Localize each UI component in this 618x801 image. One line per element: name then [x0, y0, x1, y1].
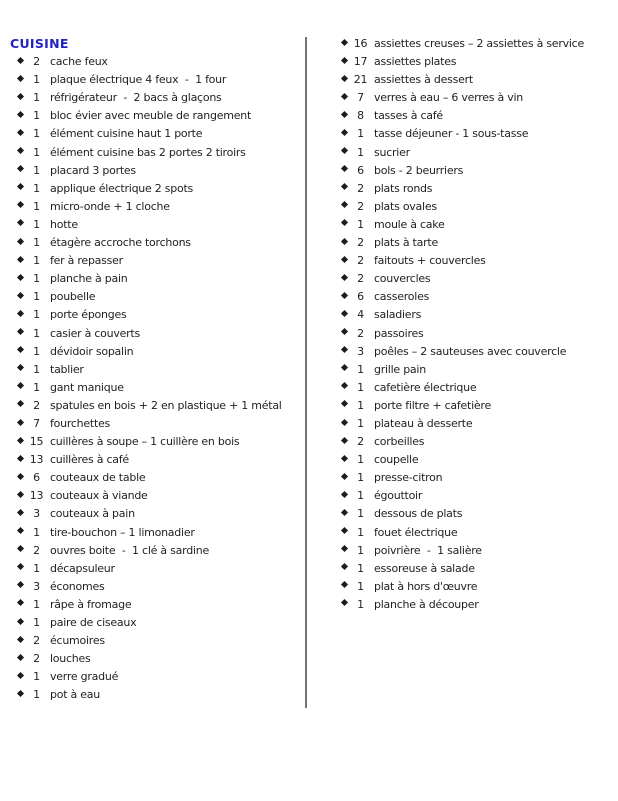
inventory-list-item	[342, 505, 618, 523]
inventory-list-item	[342, 198, 618, 216]
diamond-bullet-icon	[17, 654, 24, 661]
inventory-list-item	[18, 180, 306, 198]
item-label: assiettes à dessert	[374, 73, 473, 87]
inventory-list-item	[18, 379, 306, 397]
diamond-bullet-icon	[17, 473, 24, 480]
diamond-bullet-icon	[17, 183, 24, 190]
item-quantity: 2	[357, 272, 364, 286]
inventory-list-item	[342, 71, 618, 89]
item-label: dévidoir sopalin	[50, 344, 134, 358]
item-label: paire de ciseaux	[50, 616, 137, 629]
item-label: économes	[50, 579, 105, 593]
left-item-list	[10, 53, 306, 704]
item-label: tire-bouchon – 1 limonadier	[50, 525, 195, 539]
diamond-bullet-icon	[17, 219, 24, 226]
inventory-list-item	[342, 560, 618, 578]
item-quantity: 1	[33, 561, 40, 575]
diamond-bullet-icon	[341, 473, 348, 480]
inventory-list-item	[342, 270, 618, 288]
diamond-bullet-icon	[341, 57, 348, 64]
item-quantity: 1	[33, 688, 40, 702]
item-quantity: 3	[33, 579, 40, 593]
diamond-bullet-icon	[341, 437, 348, 444]
item-quantity: 2	[357, 254, 364, 268]
inventory-list-item	[18, 325, 306, 343]
item-quantity: 8	[357, 109, 364, 123]
item-quantity: 1	[357, 543, 364, 557]
inventory-list-item	[18, 505, 306, 523]
diamond-bullet-icon	[341, 201, 348, 208]
item-label: fourchettes	[50, 416, 111, 430]
diamond-bullet-icon	[341, 491, 348, 498]
item-quantity: 2	[357, 236, 364, 250]
item-quantity: 1	[33, 616, 40, 629]
item-label: presse-citron	[374, 471, 443, 485]
inventory-list-item	[342, 451, 618, 469]
item-label: fer à repasser	[50, 254, 123, 268]
item-quantity: 1	[33, 145, 40, 159]
diamond-bullet-icon	[341, 581, 348, 588]
item-label: plateau à desserte	[374, 416, 473, 430]
diamond-bullet-icon	[17, 129, 24, 136]
item-quantity: 13	[29, 453, 44, 467]
item-label: plats ovales	[374, 199, 437, 213]
item-label: râpe à fromage	[50, 597, 132, 611]
inventory-list-item	[18, 668, 306, 686]
diamond-bullet-icon	[17, 400, 24, 407]
diamond-bullet-icon	[17, 527, 24, 534]
item-label: égouttoir	[374, 489, 423, 503]
diamond-bullet-icon	[341, 39, 348, 46]
item-label: cuillères à café	[50, 453, 129, 467]
item-quantity: 21	[353, 73, 368, 87]
diamond-bullet-icon	[17, 201, 24, 208]
item-label: cafetière électrique	[374, 380, 477, 394]
inventory-list-item	[18, 614, 306, 632]
inventory-list-item	[18, 234, 306, 252]
diamond-bullet-icon	[341, 219, 348, 226]
item-label: poubelle	[50, 290, 96, 304]
diamond-bullet-icon	[17, 111, 24, 118]
item-label: porte éponges	[50, 308, 127, 322]
item-label: porte filtre + cafetière	[374, 398, 491, 412]
diamond-bullet-icon	[17, 636, 24, 643]
page-title: CUISINE	[10, 36, 69, 51]
diamond-bullet-icon	[17, 292, 24, 299]
item-quantity: 7	[357, 91, 364, 105]
item-quantity: 3	[33, 507, 40, 521]
item-label: casseroles	[374, 290, 430, 304]
item-quantity: 16	[353, 37, 368, 50]
item-label: micro-onde + 1 cloche	[50, 199, 170, 213]
diamond-bullet-icon	[17, 147, 24, 154]
item-label: couteaux à pain	[50, 507, 135, 521]
item-quantity: 2	[33, 543, 40, 557]
item-quantity: 1	[357, 145, 364, 159]
item-quantity: 1	[357, 127, 364, 141]
inventory-list-item	[342, 162, 618, 180]
diamond-bullet-icon	[17, 455, 24, 462]
item-quantity: 1	[357, 217, 364, 231]
item-label: fouet électrique	[374, 525, 458, 539]
inventory-list-item	[18, 415, 306, 433]
diamond-bullet-icon	[17, 418, 24, 425]
inventory-list-item	[18, 433, 306, 451]
item-quantity: 6	[33, 471, 40, 485]
item-label: dessous de plats	[374, 507, 463, 521]
inventory-list-item	[18, 451, 306, 469]
inventory-list-item	[18, 144, 306, 162]
item-label: gant manique	[50, 380, 124, 394]
inventory-list-item	[342, 415, 618, 433]
inventory-list-item	[18, 686, 306, 704]
right-item-list	[334, 35, 618, 614]
item-quantity: 1	[33, 362, 40, 376]
item-label: grille pain	[374, 362, 426, 376]
item-label: assiettes creuses – 2 assiettes à service	[374, 37, 584, 50]
item-quantity: 1	[357, 471, 364, 485]
item-label: plats à tarte	[374, 236, 438, 250]
inventory-list-item	[342, 144, 618, 162]
inventory-list-item	[18, 216, 306, 234]
inventory-list-item	[18, 578, 306, 596]
diamond-bullet-icon	[17, 509, 24, 516]
item-quantity: 1	[33, 326, 40, 340]
inventory-list-item	[18, 560, 306, 578]
inventory-list-item	[18, 487, 306, 505]
item-quantity: 1	[33, 91, 40, 105]
inventory-list-item	[342, 288, 618, 306]
inventory-list-item	[342, 35, 618, 53]
diamond-bullet-icon	[17, 545, 24, 552]
item-label: planche à découper	[374, 597, 479, 611]
diamond-bullet-icon	[341, 93, 348, 100]
item-quantity: 4	[357, 308, 364, 322]
item-quantity: 1	[357, 525, 364, 539]
inventory-list-item	[342, 469, 618, 487]
diamond-bullet-icon	[341, 599, 348, 606]
item-quantity: 1	[357, 380, 364, 394]
item-label: spatules en bois + 2 en plastique + 1 métal	[50, 398, 282, 412]
item-quantity: 13	[29, 489, 44, 503]
diamond-bullet-icon	[341, 274, 348, 281]
item-quantity: 1	[357, 579, 364, 593]
diamond-bullet-icon	[341, 400, 348, 407]
inventory-list-item	[342, 325, 618, 343]
diamond-bullet-icon	[341, 545, 348, 552]
inventory-list-item	[342, 234, 618, 252]
item-quantity: 2	[357, 199, 364, 213]
inventory-list-item	[18, 270, 306, 288]
diamond-bullet-icon	[17, 382, 24, 389]
diamond-bullet-icon	[17, 75, 24, 82]
diamond-bullet-icon	[341, 346, 348, 353]
inventory-list-item	[18, 397, 306, 415]
item-quantity: 1	[357, 489, 364, 503]
inventory-list-item	[342, 180, 618, 198]
item-quantity: 1	[33, 344, 40, 358]
inventory-list-item	[18, 469, 306, 487]
item-quantity: 1	[33, 254, 40, 268]
left-column	[0, 35, 306, 801]
item-label: couvercles	[374, 272, 431, 286]
diamond-bullet-icon	[341, 509, 348, 516]
item-quantity: 1	[33, 127, 40, 141]
diamond-bullet-icon	[17, 238, 24, 245]
inventory-list-item	[18, 361, 306, 379]
diamond-bullet-icon	[17, 93, 24, 100]
item-quantity: 1	[357, 507, 364, 521]
item-label: verres à eau – 6 verres à vin	[374, 91, 523, 105]
diamond-bullet-icon	[17, 346, 24, 353]
diamond-bullet-icon	[17, 274, 24, 281]
inventory-list-item	[18, 162, 306, 180]
item-quantity: 7	[33, 416, 40, 430]
item-label: écumoires	[50, 634, 105, 648]
right-column	[306, 35, 618, 801]
item-quantity: 1	[33, 597, 40, 611]
diamond-bullet-icon	[17, 599, 24, 606]
item-label: bloc évier avec meuble de rangement	[50, 109, 252, 123]
diamond-bullet-icon	[341, 183, 348, 190]
item-label: couteaux à viande	[50, 489, 148, 503]
item-label: élément cuisine bas 2 portes 2 tiroirs	[50, 145, 246, 159]
inventory-list-item	[342, 252, 618, 270]
item-quantity: 17	[353, 55, 368, 69]
item-quantity: 2	[357, 435, 364, 449]
item-label: hotte	[50, 217, 78, 231]
item-quantity: 2	[357, 181, 364, 195]
item-quantity: 1	[33, 308, 40, 322]
inventory-list-item	[342, 542, 618, 560]
diamond-bullet-icon	[341, 310, 348, 317]
item-label: verre gradué	[50, 670, 119, 684]
diamond-bullet-icon	[341, 256, 348, 263]
item-label: placard 3 portes	[50, 163, 136, 177]
inventory-list-item	[342, 125, 618, 143]
diamond-bullet-icon	[17, 491, 24, 498]
inventory-list-item	[18, 252, 306, 270]
item-label: cuillères à soupe – 1 cuillère en bois	[50, 435, 240, 449]
item-quantity: 1	[357, 561, 364, 575]
diamond-bullet-icon	[341, 111, 348, 118]
item-quantity: 1	[33, 73, 40, 87]
inventory-list-item	[342, 216, 618, 234]
diamond-bullet-icon	[17, 256, 24, 263]
item-quantity: 1	[33, 272, 40, 286]
item-quantity: 6	[357, 163, 364, 177]
inventory-list-item	[18, 632, 306, 650]
diamond-bullet-icon	[341, 563, 348, 570]
item-label: pot à eau	[50, 688, 100, 702]
inventory-list-item	[342, 433, 618, 451]
item-quantity: 2	[33, 55, 40, 69]
diamond-bullet-icon	[341, 328, 348, 335]
item-label: sucrier	[374, 145, 410, 159]
item-quantity: 1	[33, 109, 40, 123]
inventory-list-item	[18, 198, 306, 216]
item-label: louches	[50, 652, 91, 666]
item-quantity: 1	[357, 362, 364, 376]
inventory-list-item	[342, 397, 618, 415]
diamond-bullet-icon	[341, 455, 348, 462]
item-label: moule à cake	[374, 217, 445, 231]
inventory-list-item	[342, 343, 618, 361]
item-label: casier à couverts	[50, 326, 140, 340]
inventory-list-item	[18, 71, 306, 89]
inventory-list-item	[18, 107, 306, 125]
item-quantity: 1	[33, 199, 40, 213]
item-quantity: 6	[357, 290, 364, 304]
inventory-list-item	[18, 288, 306, 306]
item-label: plats ronds	[374, 181, 433, 195]
inventory-list-item	[18, 650, 306, 668]
item-label: tasse déjeuner - 1 sous-tasse	[374, 127, 529, 141]
item-label: cache feux	[50, 55, 108, 69]
item-quantity: 1	[357, 597, 364, 611]
item-quantity: 1	[33, 525, 40, 539]
item-quantity: 1	[33, 163, 40, 177]
inventory-list-item	[18, 542, 306, 560]
diamond-bullet-icon	[17, 437, 24, 444]
inventory-list-item	[18, 343, 306, 361]
item-label: étagère accroche torchons	[50, 236, 191, 250]
diamond-bullet-icon	[17, 364, 24, 371]
inventory-list-item	[342, 306, 618, 324]
diamond-bullet-icon	[17, 563, 24, 570]
diamond-bullet-icon	[17, 57, 24, 64]
inventory-list-item	[342, 487, 618, 505]
inventory-list-item	[342, 524, 618, 542]
item-label: poêles – 2 sauteuses avec couvercle	[374, 344, 567, 358]
item-label: poivrière - 1 salière	[374, 543, 482, 557]
inventory-list-item	[342, 578, 618, 596]
diamond-bullet-icon	[341, 165, 348, 172]
diamond-bullet-icon	[341, 292, 348, 299]
diamond-bullet-icon	[341, 238, 348, 245]
diamond-bullet-icon	[17, 165, 24, 172]
diamond-bullet-icon	[17, 328, 24, 335]
inventory-list-item	[18, 89, 306, 107]
item-label: tasses à café	[374, 109, 443, 123]
item-label: réfrigérateur - 2 bacs à glaçons	[50, 91, 222, 105]
item-label: applique électrique 2 spots	[50, 181, 194, 195]
item-label: plaque électrique 4 feux - 1 four	[50, 73, 227, 87]
diamond-bullet-icon	[341, 147, 348, 154]
diamond-bullet-icon	[341, 75, 348, 82]
item-quantity: 1	[357, 416, 364, 430]
item-label: élément cuisine haut 1 porte	[50, 127, 203, 141]
item-quantity: 1	[357, 398, 364, 412]
diamond-bullet-icon	[341, 129, 348, 136]
diamond-bullet-icon	[17, 672, 24, 679]
diamond-bullet-icon	[17, 690, 24, 697]
item-quantity: 2	[33, 652, 40, 666]
item-label: plat à hors d'œuvre	[374, 579, 478, 593]
item-quantity: 1	[357, 453, 364, 467]
item-label: bols - 2 beurriers	[374, 163, 464, 177]
diamond-bullet-icon	[17, 618, 24, 625]
item-label: passoires	[374, 326, 424, 340]
item-quantity: 3	[357, 344, 364, 358]
inventory-list-item	[342, 361, 618, 379]
item-quantity: 1	[33, 380, 40, 394]
inventory-list-item	[18, 125, 306, 143]
inventory-list-item	[342, 379, 618, 397]
item-label: planche à pain	[50, 272, 128, 286]
item-quantity: 2	[357, 326, 364, 340]
inventory-list-item	[342, 89, 618, 107]
inventory-list-item	[18, 596, 306, 614]
item-label: ouvres boite - 1 clé à sardine	[50, 543, 209, 557]
item-label: décapsuleur	[50, 561, 115, 575]
diamond-bullet-icon	[341, 527, 348, 534]
item-label: faitouts + couvercles	[374, 254, 486, 268]
inventory-list-item	[18, 306, 306, 324]
item-label: tablier	[50, 362, 84, 376]
item-label: coupelle	[374, 453, 419, 467]
item-label: corbeilles	[374, 435, 425, 449]
inventory-list-item	[18, 53, 306, 71]
column-divider-line	[305, 37, 307, 708]
item-quantity: 15	[29, 435, 44, 449]
inventory-list-item	[18, 524, 306, 542]
inventory-list-item	[342, 53, 618, 71]
item-label: saladiers	[374, 308, 422, 322]
item-quantity: 2	[33, 398, 40, 412]
inventory-list-item	[342, 107, 618, 125]
diamond-bullet-icon	[341, 364, 348, 371]
item-label: essoreuse à salade	[374, 561, 475, 575]
item-label: assiettes plates	[374, 55, 457, 69]
diamond-bullet-icon	[17, 310, 24, 317]
item-quantity: 1	[33, 290, 40, 304]
item-quantity: 1	[33, 181, 40, 195]
item-quantity: 1	[33, 236, 40, 250]
item-quantity: 1	[33, 217, 40, 231]
item-quantity: 1	[33, 670, 40, 684]
diamond-bullet-icon	[341, 382, 348, 389]
inventory-list-item	[342, 596, 618, 614]
item-quantity: 2	[33, 634, 40, 648]
item-label: couteaux de table	[50, 471, 146, 485]
diamond-bullet-icon	[341, 418, 348, 425]
diamond-bullet-icon	[17, 581, 24, 588]
